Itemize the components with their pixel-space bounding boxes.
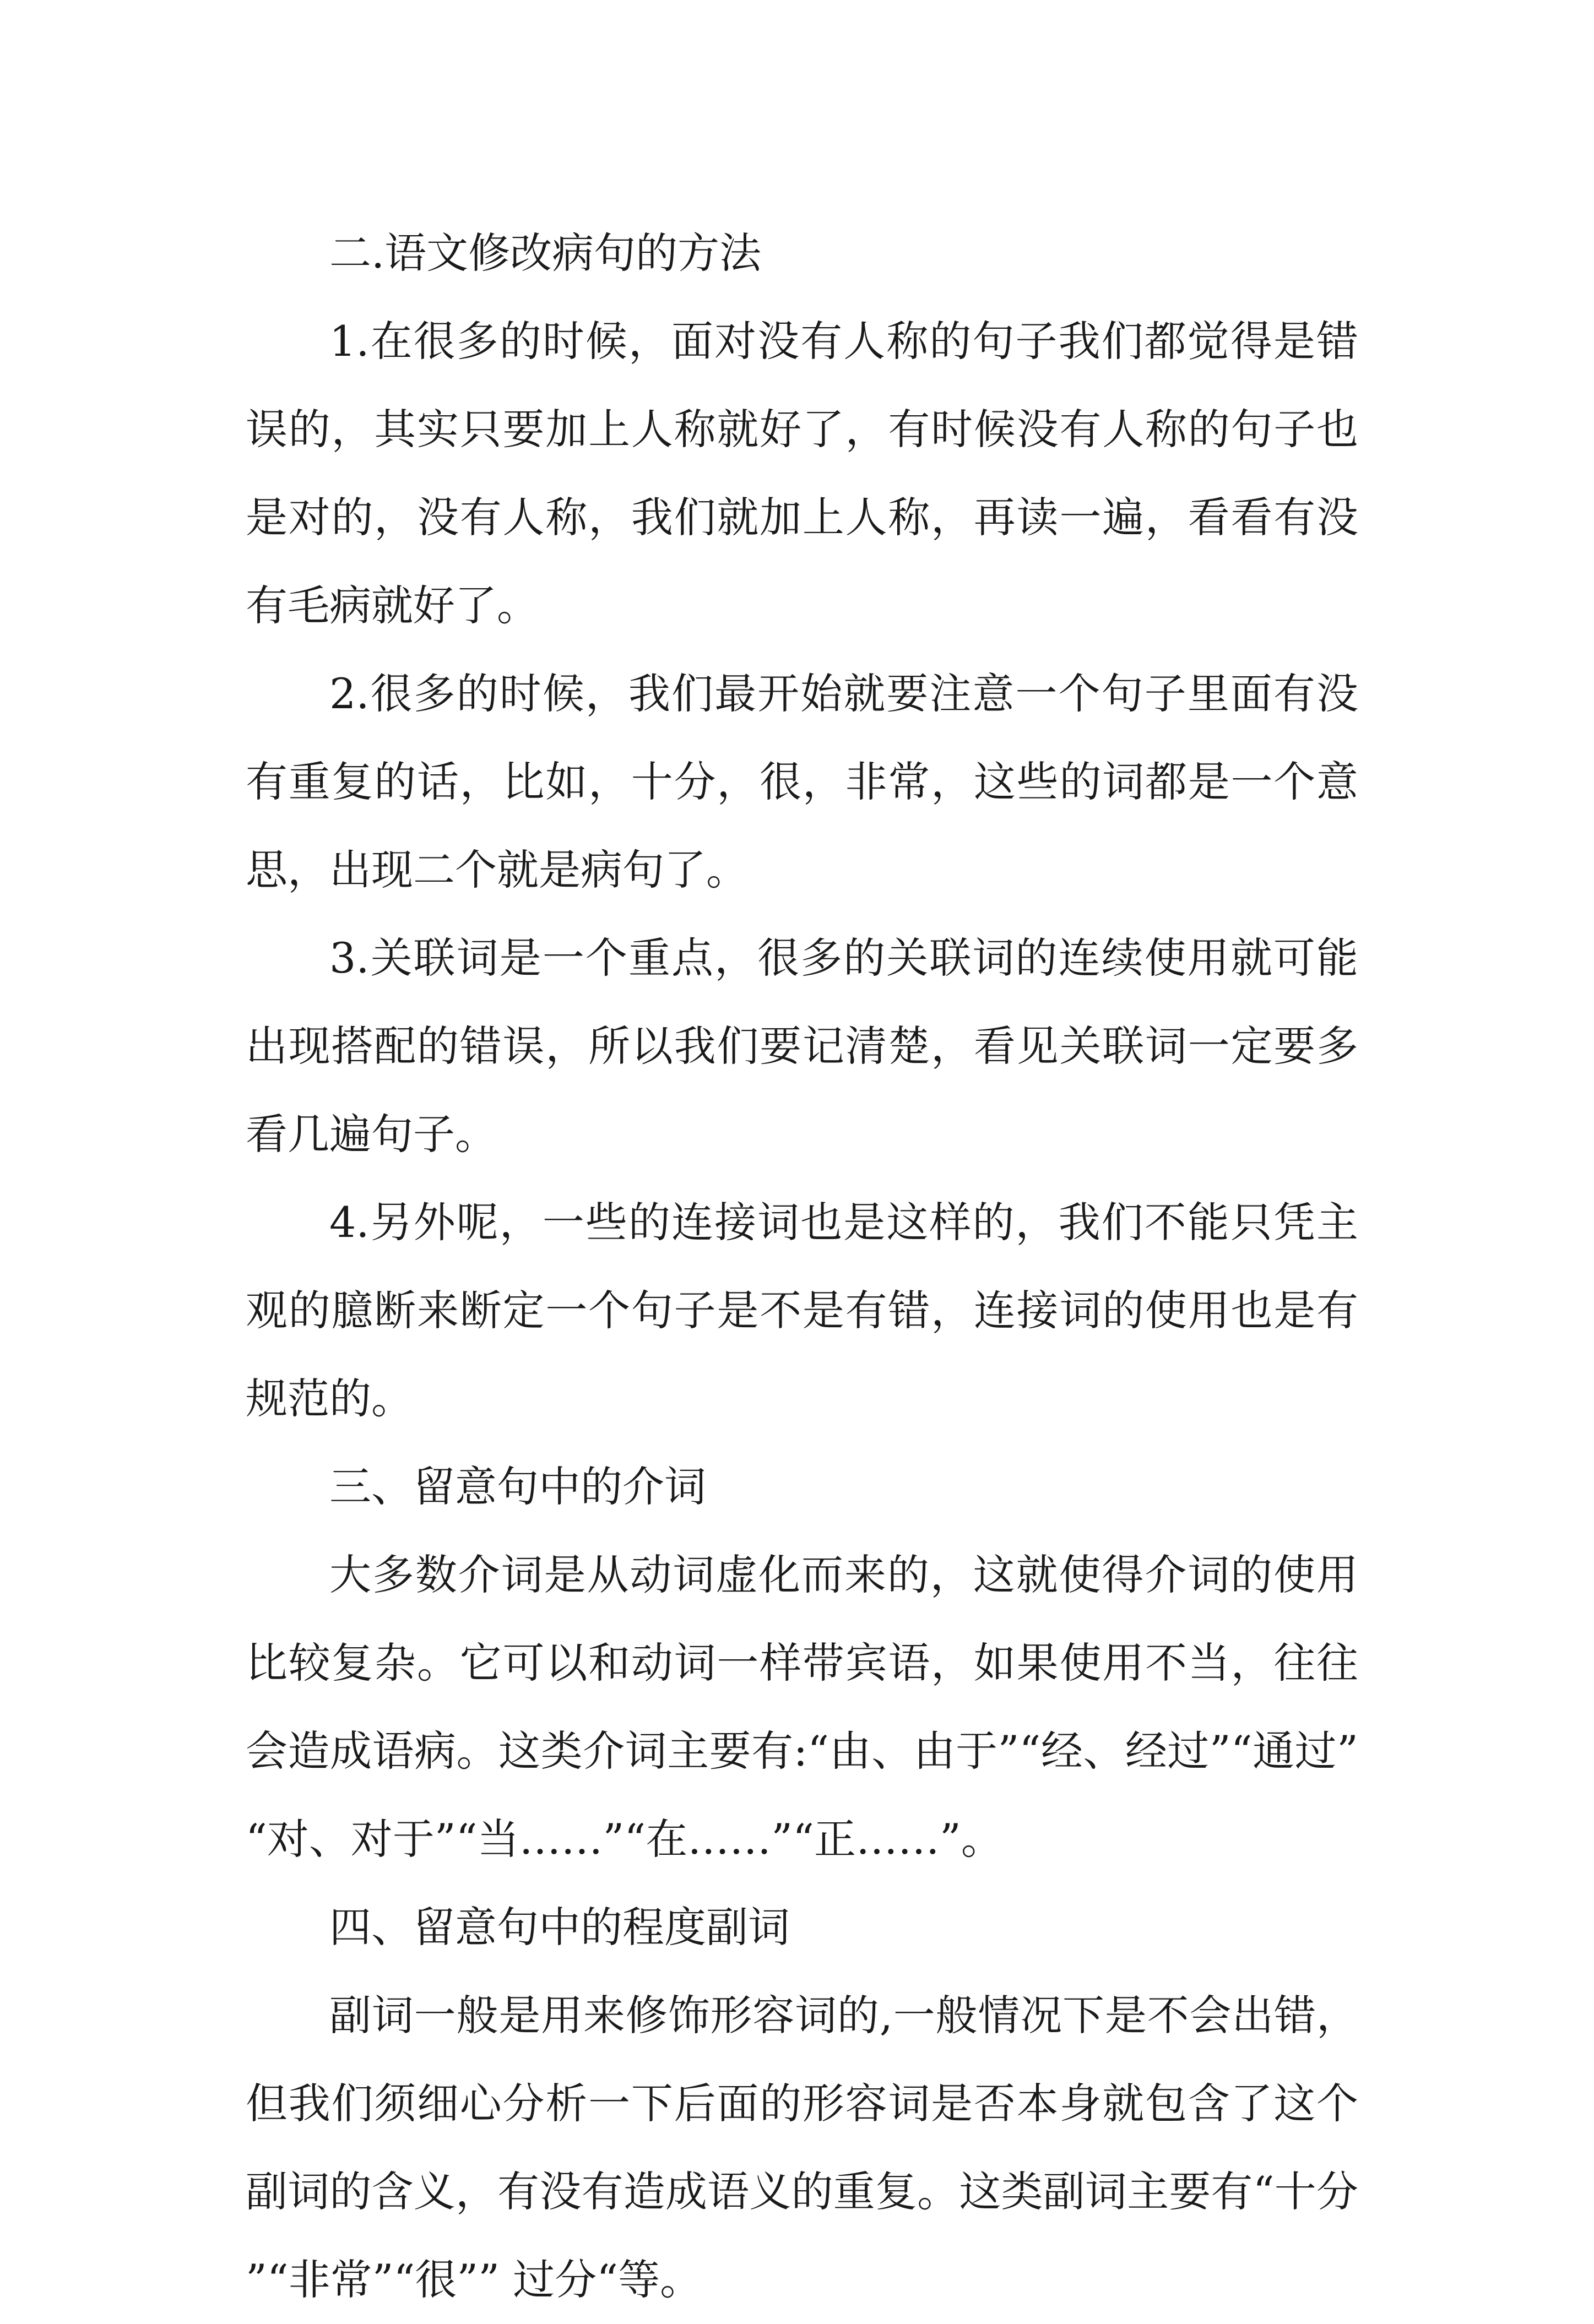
paragraph-method-4: 4.另外呢，一些的连接词也是这样的，我们不能只凭主观的臆断来断定一个句子是不是有错，连接词的使用也是有规范的。 [246, 1198, 1358, 1423]
document-page [246, 209, 1358, 2324]
paragraph-method-1: 1.在很多的时候，面对没有人称的句子我们都觉得是错误的，其实只要加上人称就好了，有时候没有人称的句子也是对的，没有人称，我们就加上人称，再读一遍，看看有没有毛病就好了。 [246, 317, 1358, 630]
paragraph-adverbs: 副词一般是用来修饰形容词的,一般情况下是不会出错，但我们须细心分析一下后面的形容词是否本身就包含了这个副词的含义，有没有造成语义的重复。这类副词主要有“十分”“非常”“很”” 过分“等。 [246, 1991, 1358, 2304]
section-heading-adverbs: 四、留意句中的程度副词 [329, 1903, 790, 1952]
section-heading-methods: 二.语文修改病句的方法 [329, 229, 762, 278]
paragraph-prepositions: 大多数介词是从动词虚化而来的，这就使得介词的使用比较复杂。它可以和动词一样带宾语，如果使用不当，往往会造成语病。这类介词主要有:“由、由于”“经、经过”“通过”“对、对于”“当……”“在……”“正……”。 [246, 1550, 1358, 1864]
section-heading-prepositions: 三、留意句中的介词 [329, 1462, 706, 1511]
paragraph-method-3: 3.关联词是一个重点，很多的关联词的连续使用就可能出现搭配的错误，所以我们要记清楚，看见关联词一定要多看几遍句子。 [246, 933, 1358, 1159]
paragraph-method-2: 2.很多的时候，我们最开始就要注意一个句子里面有没有重复的话，比如，十分，很，非常，这些的词都是一个意思，出现二个就是病句了。 [246, 669, 1358, 894]
